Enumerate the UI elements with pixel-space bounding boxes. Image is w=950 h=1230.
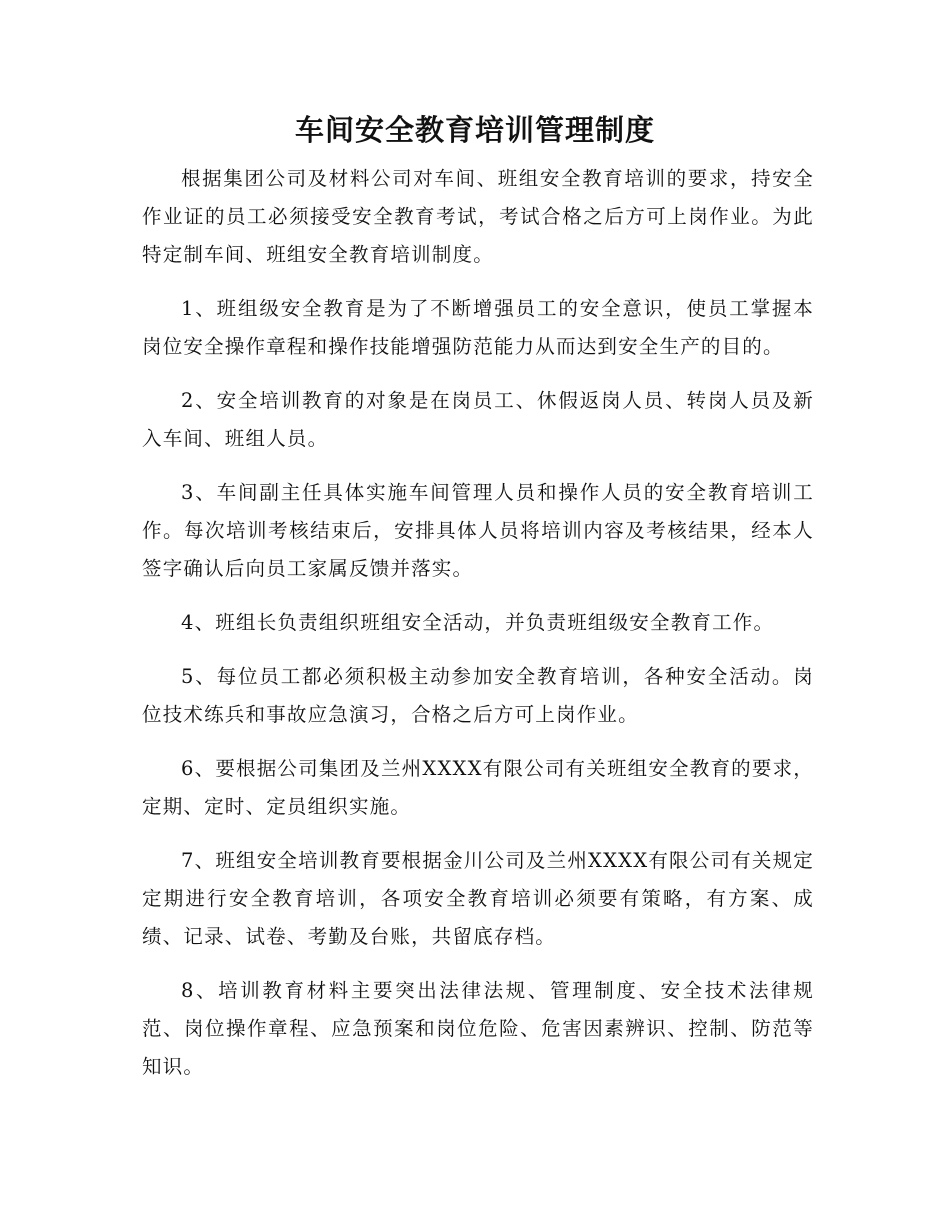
rule-item-3: 3、车间副主任具体实施车间管理人员和操作人员的安全教育培训工作。每次培训考核结束后，安排具体人员将培训内容及考核结果，经本人签字确认后向员工家属反馈并落实。 (142, 481, 814, 580)
document-title: 车间安全教育培训管理制度 (294, 113, 655, 147)
rule-item-1: 1、班组级安全教育是为了不断增强员工的安全意识，使员工掌握本岗位安全操作章程和操作技能增强防范能力从而达到安全生产的目的。 (142, 297, 814, 358)
document-body (142, 160, 814, 1102)
rule-item-5: 5、每位员工都必须积极主动参加安全教育培训，各种安全活动。岗位技术练兵和事故应急演习，合格之后方可上岗作业。 (142, 665, 814, 726)
rule-item-8: 8、培训教育材料主要突出法律法规、管理制度、安全技术法律规范、岗位操作章程、应急预案和岗位危险、危害因素辨识、控制、防范等知识。 (142, 979, 814, 1078)
rule-item-4: 4、班组长负责组织班组安全活动，并负责班组级安全教育工作。 (181, 611, 775, 634)
rule-item-6: 6、要根据公司集团及兰州XXXX有限公司有关班组安全教育的要求，定期、定时、定员组织实施。 (142, 757, 814, 818)
rule-item-2: 2、安全培训教育的对象是在岗员工、休假返岗人员、转岗人员及新入车间、班组人员。 (142, 389, 814, 450)
intro-paragraph: 根据集团公司及材料公司对车间、班组安全教育培训的要求，持安全作业证的员工必须接受安全教育考试，考试合格之后方可上岗作业。为此特定制车间、班组安全教育培训制度。 (142, 167, 814, 266)
rule-item-7: 7、班组安全培训教育要根据金川公司及兰州XXXX有限公司有关规定定期进行安全教育培训，各项安全教育培训必须要有策略，有方案、成绩、记录、试卷、考勤及台账，共留底存档。 (142, 849, 814, 948)
